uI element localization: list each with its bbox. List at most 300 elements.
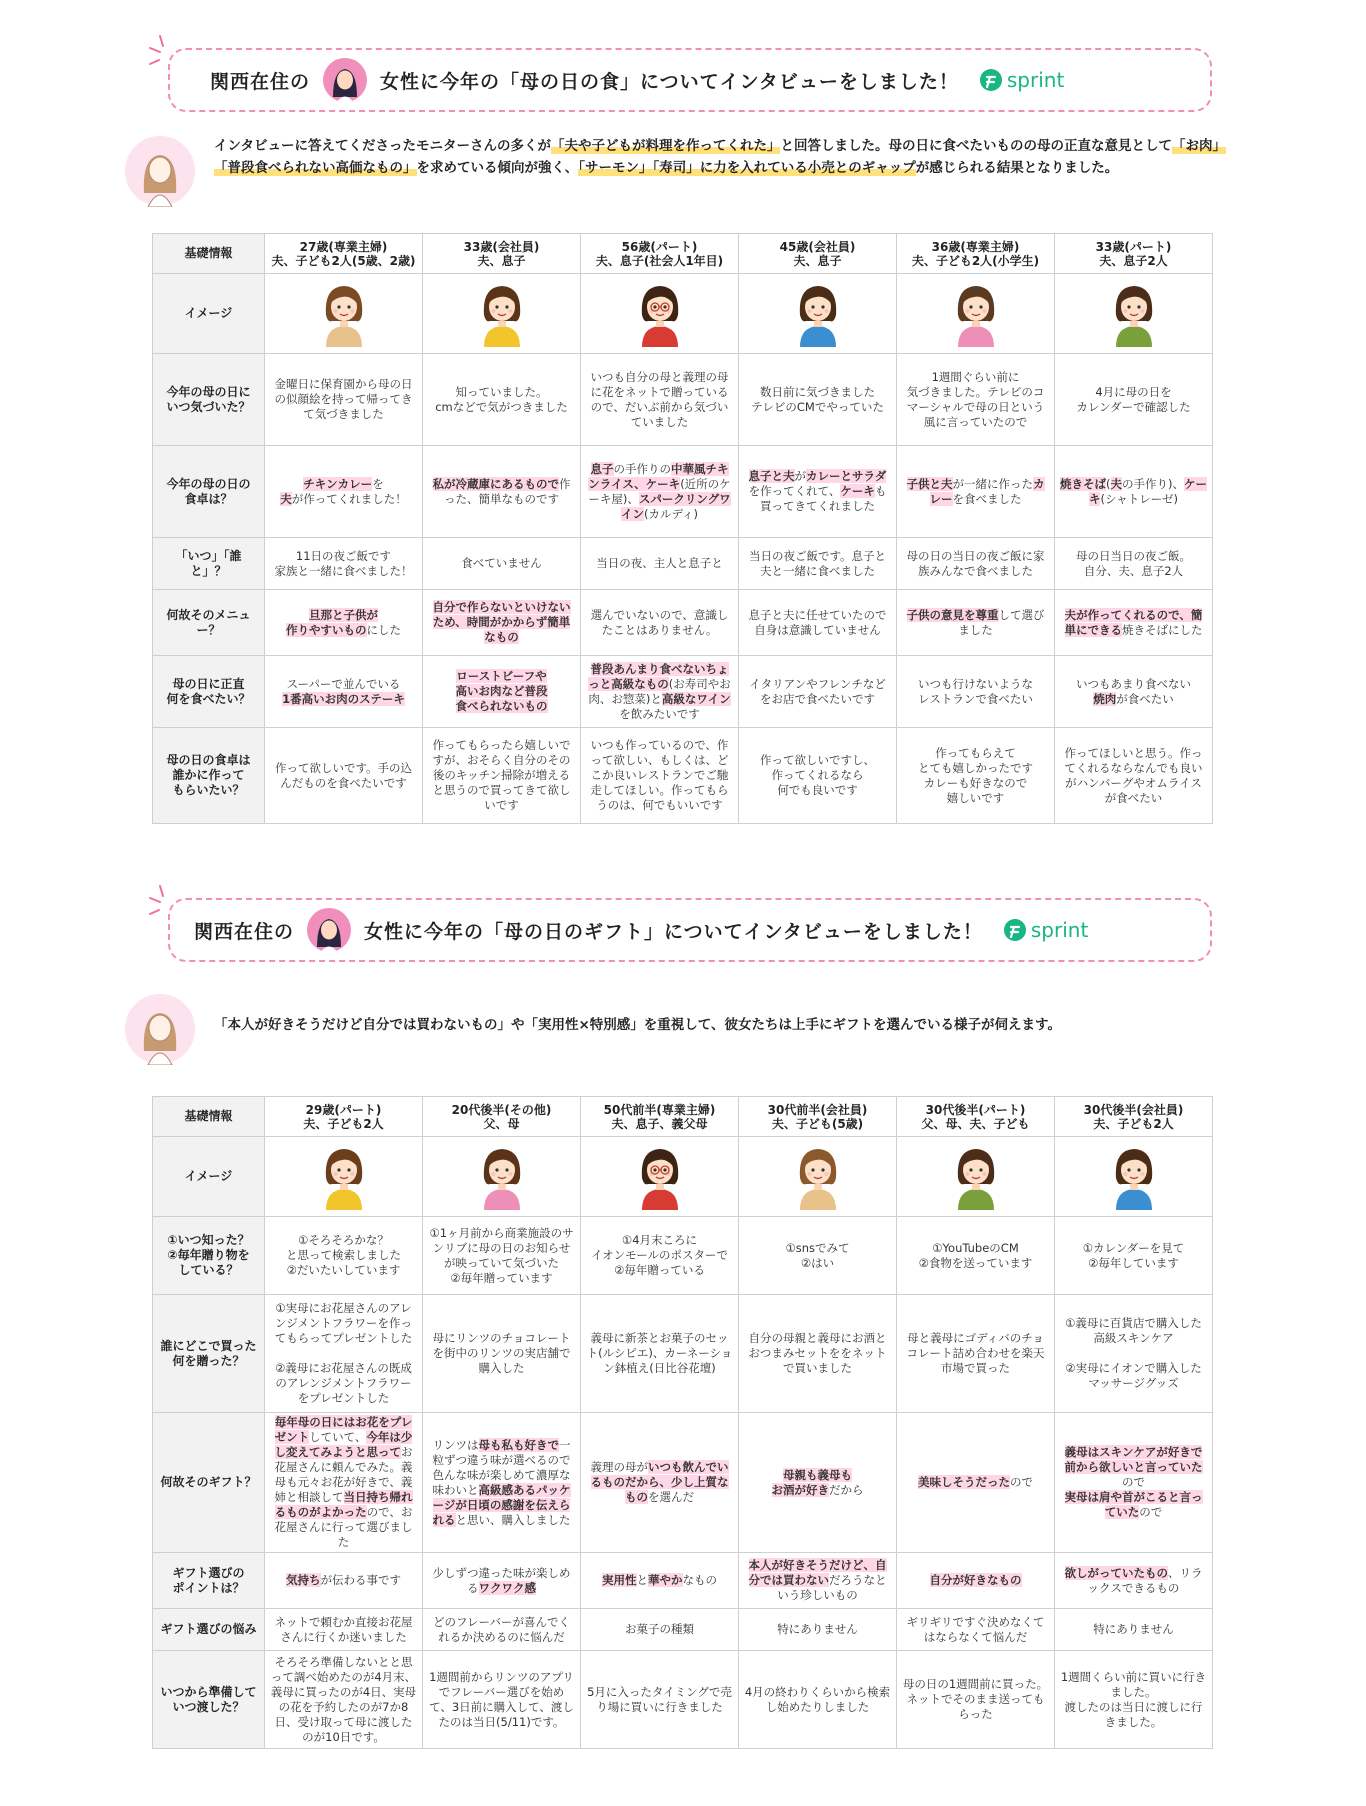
answer-cell (423, 656, 581, 728)
answer-cell (897, 1553, 1055, 1609)
person-family: 夫、子ども2人 (1093, 1116, 1174, 1131)
person-header (739, 234, 897, 274)
answer-row (153, 1295, 1213, 1413)
highlighted-answer-text: 自分が好きなもの (929, 1573, 1022, 1587)
answer-text: ①カレンダーを見て ②毎年しています (1082, 1240, 1185, 1270)
answer-cell (423, 538, 581, 590)
highlighted-answer-text: 高級なワイン (661, 691, 731, 706)
section2-intro (124, 993, 1244, 1065)
question-label-text: いつから準備して いつ渡した？ (160, 1684, 257, 1714)
answer-cell (581, 1217, 739, 1295)
person-illustration-icon (636, 281, 684, 347)
answer-text: ネットで頼むか直接お花屋さんに行くか迷いました (274, 1614, 413, 1644)
answer-text: 、リラックスできるもの (1087, 1565, 1203, 1595)
person-header (897, 234, 1055, 274)
banner-suffix: 女性に今年の「母の日のギフト」についてインタビューをしました！ (364, 920, 983, 943)
answer-text: 数日前に気づきました テレビのCMでやっていた (751, 384, 884, 414)
answer-text: 母と義母にゴディバのチョコレート詰め合わせを楽天市場で買った (906, 1331, 1045, 1375)
intro-text-part: が感じられる結果となりました。 (915, 160, 1119, 176)
highlighted-answer-text: ケーキ (840, 484, 875, 498)
intro-highlight: 「お肉」「普段食べられない高価なもの」 (214, 138, 1226, 176)
question-label (153, 446, 265, 538)
section2-interview-table (152, 1096, 1213, 1749)
question-label (153, 1609, 265, 1651)
answer-text: を選んだ (648, 1490, 694, 1504)
answer-text: 1週間くらい前に買いに行きました。 渡したのは当日に渡しに行きました。 (1060, 1669, 1207, 1729)
person-image-cell (897, 1137, 1055, 1217)
highlighted-answer-text: チキンカレー (303, 476, 373, 491)
sprint-logo-icon (979, 68, 1003, 92)
basic-info-text: 基礎情報 (184, 246, 233, 260)
banner-prefix: 関西在住の (210, 70, 311, 93)
person-family: 夫、子ども2人 (303, 1116, 384, 1131)
answer-text: ①実母にお花屋さんのアレンジメントフラワーを作ってもらってプレゼントした ②義母にお花屋さんの既成のアレンジメントフラワーをプレゼントした (274, 1301, 413, 1405)
answer-cell (1055, 1553, 1213, 1609)
question-label-text: 何故そのギフト？ (160, 1475, 257, 1489)
highlighted-answer-text: 息子と夫 (748, 469, 795, 483)
answer-text: 作ってほしいと思う。作ってくれるならなんでも良いがハンバーグやオムライスが食べたい (1064, 745, 1203, 805)
image-label-text: イメージ (184, 306, 233, 320)
answer-text: 一粒ずつ違う味が選べるので色んな味が楽しめて濃厚な味わいと (432, 1437, 571, 1497)
sprint-logo-icon (1003, 918, 1027, 942)
question-label (153, 656, 265, 728)
person-header (1055, 234, 1213, 274)
answer-text: 作ってもらえて とても嬉しかったです カレーも好きなので 嬉しいです (918, 745, 1033, 805)
answer-text: イタリアンやフレンチなどをお店で食べたいです (749, 676, 886, 706)
highlighted-answer-text: 義母はスキンケアが好きで前から欲しいと言っていた (1064, 1445, 1203, 1474)
sprint-logo (979, 68, 1064, 92)
highlighted-answer-text: 華やか (648, 1573, 683, 1587)
answer-cell (581, 656, 739, 728)
person-title: 29歳(パート) (305, 1102, 382, 1117)
answer-text: そろそろ準備しないとと思って調べ始めたのが4月末、義母に買ったのが4日、実母の花を予約したのが7か8日、受け取って母に渡したのが10日です。 (270, 1654, 417, 1744)
answer-cell (739, 1553, 897, 1609)
answer-text: いつも行けないような レストランで食べたい (918, 676, 1033, 706)
sprint-brand-name: sprint (1030, 918, 1089, 942)
answer-cell (897, 354, 1055, 446)
answer-text: 義理の母が (590, 1460, 648, 1474)
highlighted-answer-text: 本人が好きそうだけど、自分では買わない (748, 1558, 887, 1587)
answer-text: ①YouTubeのCM ②食物を送っています (918, 1240, 1033, 1270)
highlighted-answer-text: 美味しそうだった (918, 1475, 1010, 1489)
highlighted-answer-text: ワクワク感 (478, 1580, 536, 1595)
answer-cell (581, 1295, 739, 1413)
section1-banner (168, 48, 1212, 112)
person-family: 夫、息子 (793, 253, 842, 268)
answer-text: が食べたい (1116, 691, 1174, 706)
answer-cell (1055, 446, 1213, 538)
section1-intro (124, 135, 1244, 207)
highlighted-answer-text: 当日持ち帰れるものがよかった (274, 1490, 413, 1519)
answer-cell (581, 446, 739, 538)
answer-text: 特にありません (777, 1622, 858, 1636)
answer-cell (423, 728, 581, 824)
answer-text: 母の日当日の夜ご飯。 自分、夫、息子2人 (1076, 548, 1191, 578)
person-family: 夫、子ども2人(5歳、2歳) (271, 253, 416, 268)
highlighted-answer-text: ケーキ (1088, 476, 1207, 506)
sprint-brand-name: sprint (1006, 68, 1065, 92)
person-header (423, 1097, 581, 1137)
answer-cell (897, 656, 1055, 728)
answer-text: 5月に入ったタイミングで売り場に買いに行きました (587, 1684, 732, 1714)
answer-cell (265, 1217, 423, 1295)
highlighted-answer-text: 普段あんまり食べないちょっと高級なもの (588, 661, 729, 691)
highlighted-answer-text: いつも飲んでいるものだから、少し上質なもの (590, 1460, 729, 1504)
answer-text: と思い、購入しました (455, 1512, 571, 1527)
answer-text: ( (1106, 476, 1111, 491)
answer-text: (お寿司やお肉、お惣菜)と (588, 676, 731, 706)
person-image-cell (423, 1137, 581, 1217)
question-label-text: 「いつ」「誰と」？ (175, 548, 242, 578)
answer-cell (739, 446, 897, 538)
question-label-text: 母の日に正直 何を食べたい？ (166, 676, 251, 706)
answer-cell (581, 354, 739, 446)
person-header (897, 1097, 1055, 1137)
answer-text: ①義母に百貨店で購入した高級スキンケア ②実母にイオンで購入したマッサージグッズ (1065, 1316, 1202, 1390)
answer-text: 作って欲しいですし、 作ってくれるなら 何でも良いです (760, 753, 875, 797)
person-title: 20代後半(その他) (451, 1102, 552, 1117)
answer-text: 1週間ぐらい前に 気づきました。テレビのコマーシャルで母の日という風に言っていたので (906, 369, 1045, 429)
answer-cell (265, 1413, 423, 1553)
person-title: 30代後半(パート) (925, 1102, 1026, 1117)
answer-text: にした (366, 622, 401, 637)
person-image-cell (739, 274, 897, 354)
question-label-text: 今年の母の日の 食卓は？ (166, 476, 251, 506)
person-illustration-icon (952, 281, 1000, 347)
answer-text: ので、お花屋さんに行って選びました (274, 1505, 413, 1549)
question-label-text: 母の日の食卓は 誰かに作って もらいたい？ (166, 753, 251, 797)
answer-text: 作って欲しいです。手の込んだものを食べたいです (274, 760, 413, 790)
answer-text: 食べていません (461, 556, 542, 570)
answer-cell (265, 1553, 423, 1609)
answer-text: ①snsでみて ②はい (785, 1240, 850, 1270)
answer-cell (1055, 1413, 1213, 1553)
highlighted-answer-text: 実母は肩や首がこると言っていた (1064, 1490, 1203, 1519)
answer-text: 当日の夜ご飯です。息子と夫と一緒に食べました (748, 548, 887, 578)
answer-text: ①4月末ころに イオンモールのポスターで ②毎年贈っている (591, 1233, 728, 1277)
intro-highlight: 「サーモン」「寿司」に力を入れている小売とのギャップ (578, 160, 916, 176)
answer-row (153, 354, 1213, 446)
person-illustration-icon (636, 1144, 684, 1210)
answer-cell (1055, 354, 1213, 446)
person-title: 33歳(パート) (1095, 239, 1172, 254)
highlighted-answer-text: 気持ち (286, 1573, 321, 1587)
answer-text: を飲みたいです (619, 706, 700, 721)
banner-suffix: 女性に今年の「母の日の食」についてインタビューをしました！ (380, 70, 959, 93)
answer-text: なもの (682, 1573, 717, 1587)
answer-text: 金曜日に保育園から母の日の似顔絵を持って帰ってきて気づきました (274, 377, 413, 421)
highlighted-answer-text: ローストビーフや 高いお肉など普段 食べられないもの (455, 669, 548, 713)
answer-cell (1055, 728, 1213, 824)
answer-text: ので (1122, 1475, 1145, 1489)
answer-cell (423, 590, 581, 656)
image-label-text: イメージ (184, 1169, 233, 1183)
answer-text: リンツは (432, 1437, 479, 1452)
answer-text: だろうなという珍しいもの (777, 1573, 887, 1602)
answer-text: いつも作っているので、作って欲しい、もしくは、どこか良いレストランでご馳走してほしい。作ってもらうのは、何でもいいです (590, 738, 729, 812)
person-title: 30代前半(会社員) (767, 1102, 868, 1117)
image-row (153, 274, 1213, 354)
person-title: 36歳(専業主婦) (931, 239, 1020, 254)
highlighted-answer-text: 毎年母の日にはお花をプレゼント (274, 1415, 413, 1444)
answer-text: の手作りの (613, 461, 671, 476)
answer-cell (265, 538, 423, 590)
woman-avatar-icon (306, 907, 352, 953)
answer-cell (897, 446, 1055, 538)
answer-cell (581, 590, 739, 656)
question-label (153, 1217, 265, 1295)
answer-text: 1週間前からリンツのアプリでフレーバー選びを始めて、3日前に購入して、渡したのは当日(5/11)です。 (429, 1669, 574, 1729)
answer-text: だから (829, 1482, 864, 1497)
answer-cell (265, 354, 423, 446)
person-family: 夫、息子(社会人1年目) (595, 253, 724, 268)
question-label-text: 今年の母の日に いつ気づいた？ (166, 384, 251, 414)
answer-text: していて、 (309, 1430, 367, 1444)
answer-text: 11日の夜ご飯です 家族と一緒に食べました！ (274, 548, 413, 578)
answer-text: 知っていました。 cmなどで気がつきました (435, 384, 568, 414)
highlighted-answer-text: 私が冷蔵庫にあるもので (432, 476, 559, 491)
answer-text: を (372, 476, 384, 491)
person-image-cell (1055, 274, 1213, 354)
answer-cell (265, 446, 423, 538)
answer-text: 義母に新茶とお菓子のセット(ルシピエ)、カーネーション鉢植え(日比谷花壇) (586, 1331, 733, 1375)
answer-text: 母の日の1週間前に買った。ネットでそのまま送ってもらった (902, 1677, 1049, 1721)
question-label (153, 1295, 265, 1413)
table-header-row (153, 234, 1213, 274)
answer-text: も買ってきてくれました (760, 484, 887, 513)
person-title: 33歳(会社員) (463, 239, 540, 254)
person-image-cell (423, 274, 581, 354)
highlighted-answer-text: 欲しがっていたもの (1064, 1565, 1168, 1580)
answer-text: いつも自分の母と義理の母に花をネットで贈っているので、だいぶ前から気づいていました (590, 369, 729, 429)
question-label (153, 354, 265, 446)
answer-row (153, 1553, 1213, 1609)
highlighted-answer-text: 息子 (590, 461, 614, 476)
section2-banner (168, 898, 1212, 962)
person-family: 夫、息子 (477, 253, 526, 268)
answer-row (153, 446, 1213, 538)
question-label-text: ギフト選びの悩み (160, 1622, 257, 1636)
highlighted-answer-text: カレーとサラダ (806, 469, 887, 483)
answer-cell (739, 590, 897, 656)
answer-text: ①1ヶ月前から商業施設のサンリブに母の日のお知らせが映っていて気づいた ②毎年贈っています (429, 1225, 574, 1285)
question-label-text: 誰にどこで買った 何を贈った？ (160, 1338, 257, 1368)
basic-info-text: 基礎情報 (184, 1109, 233, 1123)
woman-avatar-icon (322, 57, 368, 103)
person-illustration-icon (320, 281, 368, 347)
answer-cell (265, 1651, 423, 1749)
highlighted-answer-text: 夫が作ってくれるので、簡単にできる (1064, 607, 1203, 637)
highlighted-answer-text: 焼肉 (1093, 691, 1117, 706)
answer-text: が一緒に作った (952, 476, 1033, 491)
answer-text: お菓子の種類 (625, 1622, 694, 1636)
person-image-cell (1055, 1137, 1213, 1217)
answer-cell (423, 446, 581, 538)
answer-cell (739, 354, 897, 446)
answer-text: ので (1010, 1475, 1033, 1489)
person-image-cell (581, 1137, 739, 1217)
answer-row (153, 1217, 1213, 1295)
answer-text: 当日の夜、主人と息子と (596, 556, 723, 570)
highlighted-answer-text: 旦那と子供が 作りやすいもの (286, 607, 378, 637)
sprint-logo (1003, 918, 1088, 942)
highlighted-answer-text: カレー (929, 476, 1045, 506)
answer-text: 自分の母親と義母にお酒とおつまみセットををネットで買いました (748, 1331, 887, 1375)
answer-text: 作った、簡単なものです (444, 476, 571, 506)
person-illustration-icon (320, 1144, 368, 1210)
answer-cell (739, 1609, 897, 1651)
person-image-cell (265, 1137, 423, 1217)
highlighted-answer-text: 今年は少し変えてみようと思って (274, 1430, 413, 1459)
answer-text: いつもあまり食べない (1076, 676, 1191, 691)
answer-text: 4月の終わりくらいから検索し始めたりしました (744, 1684, 891, 1714)
question-label-text: ギフト選びの ポイントは？ (172, 1565, 245, 1595)
person-title: 27歳(専業主婦) (299, 239, 388, 254)
person-illustration-icon (794, 281, 842, 347)
highlighted-answer-text: 子供と夫 (906, 476, 953, 491)
answer-text: が伝わる事です (320, 1573, 401, 1587)
answer-text: 息子と夫に任せていたので自身は意識していません (748, 607, 887, 637)
person-header (581, 234, 739, 274)
answer-cell (897, 1217, 1055, 1295)
answer-cell (581, 1553, 739, 1609)
highlighted-answer-text: 中華風チキンライス、ケーキ (588, 461, 729, 491)
answer-text: (近所のケーキ屋)、 (588, 476, 731, 506)
answer-cell (581, 1609, 739, 1651)
answer-cell (739, 1413, 897, 1553)
highlighted-answer-text: 焼きそば (1060, 476, 1106, 491)
intro-text-part: インタビューに答えてくださったモニターさんの多くが (214, 138, 551, 154)
basic-info-label (153, 1097, 265, 1137)
person-header (1055, 1097, 1213, 1137)
person-illustration-icon (478, 281, 526, 347)
person-illustration-icon (794, 1144, 842, 1210)
answer-cell (423, 1295, 581, 1413)
answer-cell (739, 538, 897, 590)
person-image-cell (739, 1137, 897, 1217)
image-label (153, 274, 265, 354)
answer-text: 母にリンツのチョコレートを街中のリンツの実店舗で購入した (432, 1331, 571, 1375)
highlighted-answer-text: 子供の意見を尊重 (906, 607, 999, 622)
person-image-cell (897, 274, 1055, 354)
person-illustration-icon (1110, 281, 1158, 347)
basic-info-label (153, 234, 265, 274)
answer-text: (カルディ) (643, 506, 699, 521)
person-header (423, 234, 581, 274)
question-label (153, 1413, 265, 1553)
person-family: 夫、子ども(5歳) (771, 1116, 864, 1131)
answer-text: お花屋さんに頼んでみた。義母も元々お花が好きで、義姉と相談して (274, 1445, 413, 1504)
answer-text: が作ってくれました！ (291, 491, 407, 506)
highlighted-answer-text: 夫 (280, 491, 292, 506)
person-title: 50代前半(専業主婦) (603, 1102, 716, 1117)
answer-cell (265, 656, 423, 728)
interviewer-avatar-icon (124, 135, 196, 207)
answer-text: (シャトレーゼ) (1100, 491, 1178, 506)
answer-text: を作ってくれて、 (748, 484, 841, 498)
answer-text: して選びました (958, 607, 1045, 637)
answer-cell (581, 538, 739, 590)
image-label (153, 1137, 265, 1217)
answer-text: 母の日の当日の夜ご飯に家族みんなで食べました (906, 548, 1045, 578)
person-header (265, 234, 423, 274)
highlighted-answer-text: 高級感あるパッケージが日頃の感謝を伝えられる (432, 1482, 571, 1527)
answer-row (153, 728, 1213, 824)
answer-text: スーパーで並んでいる (286, 676, 401, 691)
answer-text: ①そろそろかな？ と思って検索しました ②だいたいしています (286, 1233, 401, 1277)
section2-intro-text: 「本人が好きそうだけど自分では買わないもの」や「実用性×特別感」を重視して、彼女たちは上手にギフトを選んでいる様子が伺えます。 (214, 1017, 1061, 1033)
answer-cell (1055, 1217, 1213, 1295)
person-title: 45歳(会社員) (779, 239, 856, 254)
interviewer-avatar-icon (124, 993, 196, 1065)
answer-cell (897, 590, 1055, 656)
answer-cell (265, 1609, 423, 1651)
answer-cell (423, 1609, 581, 1651)
section1-interview-table (152, 233, 1213, 824)
highlighted-answer-text: 1番高いお肉のステーキ (282, 691, 405, 706)
question-label (153, 1553, 265, 1609)
answer-cell (265, 728, 423, 824)
answer-cell (1055, 1651, 1213, 1749)
person-illustration-icon (1110, 1144, 1158, 1210)
answer-text: が (794, 469, 807, 483)
person-title: 30代後半(会社員) (1083, 1102, 1184, 1117)
answer-cell (897, 1295, 1055, 1413)
question-label (153, 1651, 265, 1749)
answer-cell (739, 1217, 897, 1295)
answer-cell (897, 728, 1055, 824)
answer-cell (1055, 656, 1213, 728)
answer-cell (581, 1413, 739, 1553)
question-label (153, 728, 265, 824)
person-title: 56歳(パート) (621, 239, 698, 254)
answer-cell (423, 1217, 581, 1295)
question-label-text: ①いつ知った？ ②毎年贈り物を している？ (167, 1233, 250, 1277)
question-label-text: 何故そのメニュー？ (166, 607, 251, 637)
image-row (153, 1137, 1213, 1217)
answer-row (153, 1651, 1213, 1749)
answer-text: の手作り)、 (1122, 476, 1184, 491)
highlighted-answer-text: 実用性 (602, 1573, 637, 1587)
answer-row (153, 590, 1213, 656)
answer-row (153, 1413, 1213, 1553)
person-family: 父、母 (483, 1116, 520, 1131)
highlighted-answer-text: 母も私も好きで (478, 1437, 559, 1452)
answer-cell (265, 1295, 423, 1413)
person-family: 父、母、夫、子ども (921, 1116, 1030, 1131)
answer-cell (423, 1553, 581, 1609)
answer-text: 特にありません (1093, 1622, 1174, 1636)
highlighted-answer-text: 夫 (1110, 476, 1122, 491)
answer-row (153, 538, 1213, 590)
answer-cell (897, 1651, 1055, 1749)
answer-cell (897, 1609, 1055, 1651)
answer-cell (423, 1413, 581, 1553)
answer-cell (581, 728, 739, 824)
answer-cell (739, 1651, 897, 1749)
answer-text: 作ってもらったら嬉しいですが、おそらく自分のその後のキッチン掃除が増えると思うので買ってきて欲しいです (432, 738, 571, 812)
answer-text: ギリギリですぐ決めなくてはならなくて悩んだ (906, 1614, 1045, 1644)
person-header (581, 1097, 739, 1137)
person-header (265, 1097, 423, 1137)
answer-cell (581, 1651, 739, 1749)
table-header-row (153, 1097, 1213, 1137)
answer-text: 選んでいないので、意識したことはありません。 (590, 607, 729, 637)
answer-cell (897, 538, 1055, 590)
person-family: 夫、息子、義父母 (611, 1116, 708, 1131)
answer-cell (265, 590, 423, 656)
person-illustration-icon (952, 1144, 1000, 1210)
